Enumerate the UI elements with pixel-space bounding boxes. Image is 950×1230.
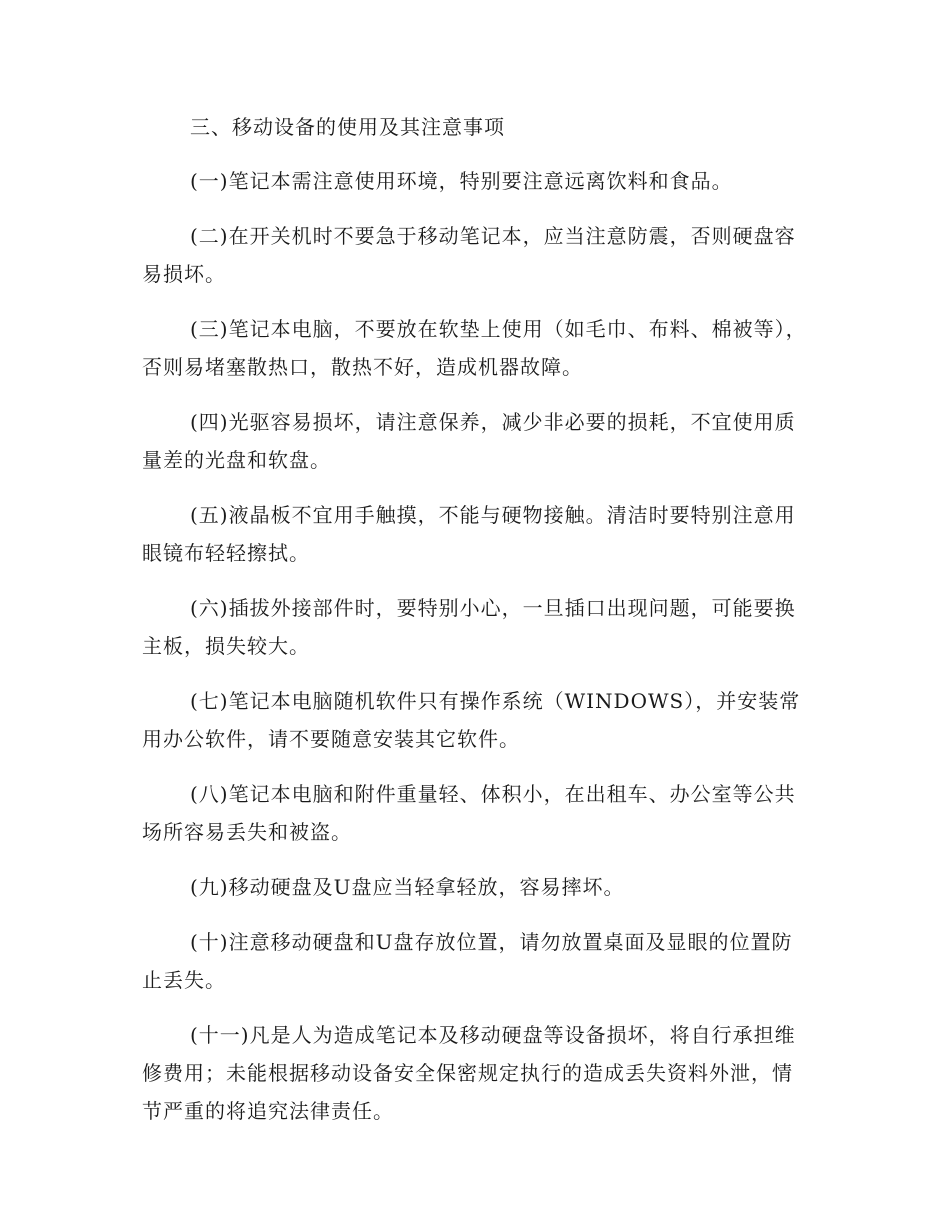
paragraph-6: (六)插拔外接部件时，要特别小心，一旦插口出现问题，可能要换主板，损失较大。 xyxy=(142,596,796,658)
paragraph-11: (十一)凡是人为造成笔记本及移动硬盘等设备损坏，将自行承担维修费用；未能根据移动设备安全保密规定执行的造成丢失资料外泄，情节严重的将追究法律责任。 xyxy=(142,1023,796,1123)
paragraph-8: (八)笔记本电脑和附件重量轻、体积小，在出租车、办公室等公共场所容易丢失和被盗。 xyxy=(142,782,796,844)
paragraph-4: (四)光驱容易损坏，请注意保养，减少非必要的损耗，不宜使用质量差的光盘和软盘。 xyxy=(142,410,796,472)
paragraph-9: (九)移动硬盘及U盘应当轻拿轻放，容易摔坏。 xyxy=(190,875,625,899)
document-body xyxy=(142,108,810,1147)
paragraph-2: (二)在开关机时不要急于移动笔记本，应当注意防震，否则硬盘容易损坏。 xyxy=(142,224,796,286)
section-title: 三、移动设备的使用及其注意事项 xyxy=(190,115,505,139)
paragraph-3: (三)笔记本电脑，不要放在软垫上使用（如毛巾、布料、棉被等），否则易堵塞散热口，散热不好，造成机器故障。 xyxy=(142,317,807,379)
paragraph-10: (十)注意移动硬盘和U盘存放位置，请勿放置桌面及显眼的位置防止丢失。 xyxy=(142,930,793,992)
paragraph-1: (一)笔记本需注意使用环境，特别要注意远离饮料和食品。 xyxy=(190,169,733,193)
paragraph-7: (七)笔记本电脑随机软件只有操作系统（WINDOWS），并安装常用办公软件，请不要随意安装其它软件。 xyxy=(142,689,801,751)
paragraph-5: (五)液晶板不宜用手触摸，不能与硬物接触。清洁时要特别注意用眼镜布轻轻擦拭。 xyxy=(142,503,796,565)
